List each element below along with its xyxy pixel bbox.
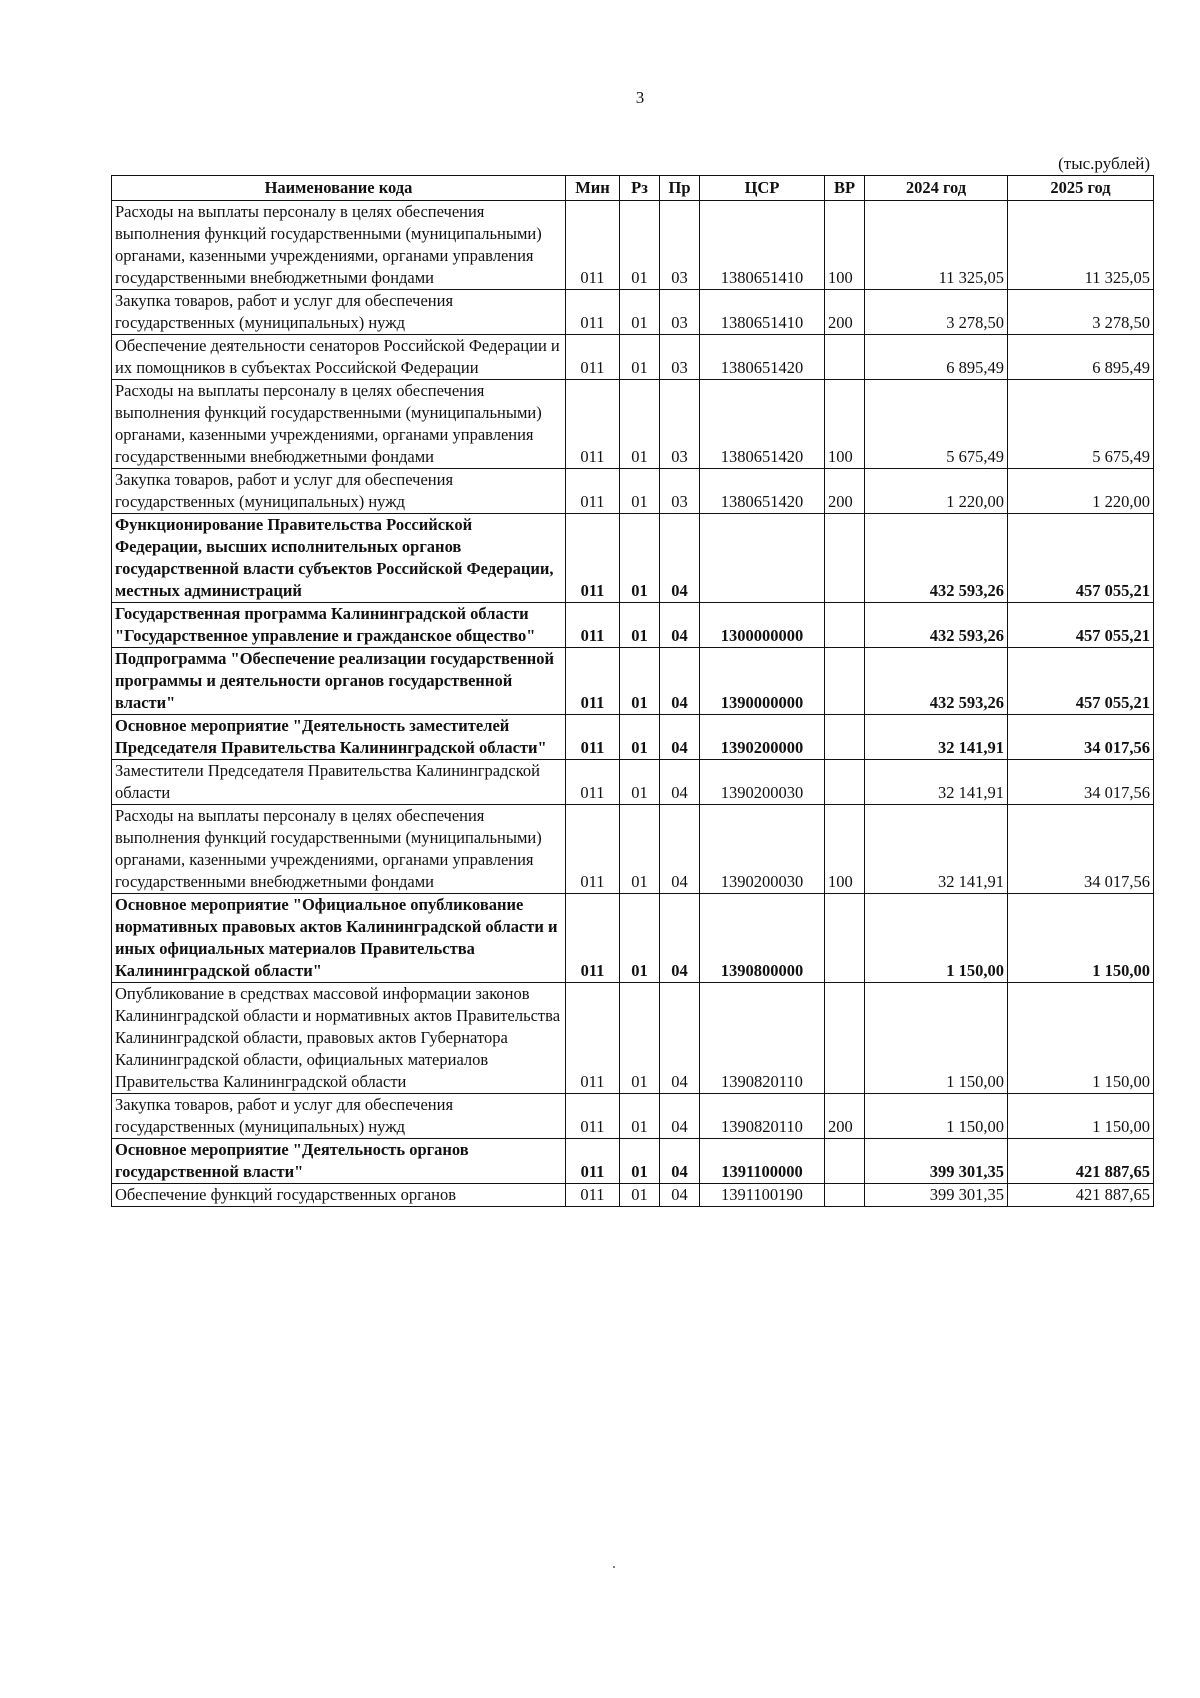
- table-row: [112, 894, 1154, 983]
- cell-2024: 399 301,35: [865, 1139, 1008, 1184]
- table-body: [112, 201, 1154, 1207]
- cell-rz: 01: [620, 715, 660, 760]
- cell-name: Опубликование в средствах массовой информации законов Калининградской области и нормативных актов Правительства Калининградской области, правовых актов Губернатора Калининградской области, официальных материалов Правительства Калининградской области: [112, 983, 566, 1094]
- cell-pr: 04: [660, 603, 700, 648]
- cell-pr: 04: [660, 805, 700, 894]
- header-2024: 2024 год: [865, 176, 1008, 201]
- cell-vr: [825, 894, 865, 983]
- cell-csr: 1391100000: [700, 1139, 825, 1184]
- header-pr: Пр: [660, 176, 700, 201]
- cell-2024: 11 325,05: [865, 201, 1008, 290]
- cell-vr: 100: [825, 805, 865, 894]
- cell-2024: 432 593,26: [865, 648, 1008, 715]
- cell-name: Закупка товаров, работ и услуг для обеспечения государственных (муниципальных) нужд: [112, 290, 566, 335]
- table-row: [112, 335, 1154, 380]
- cell-csr: 1390820110: [700, 983, 825, 1094]
- cell-2025: 5 675,49: [1008, 380, 1154, 469]
- cell-name: Подпрограмма "Обеспечение реализации государственной программы и деятельности органов государственной власти": [112, 648, 566, 715]
- cell-2025: 3 278,50: [1008, 290, 1154, 335]
- page-number: 3: [635, 88, 645, 107]
- cell-2024: 32 141,91: [865, 715, 1008, 760]
- cell-csr: 1390800000: [700, 894, 825, 983]
- cell-2025: 421 887,65: [1008, 1139, 1154, 1184]
- cell-2024: 1 150,00: [865, 894, 1008, 983]
- cell-rz: 01: [620, 1094, 660, 1139]
- cell-csr: 1380651410: [700, 290, 825, 335]
- cell-min: 011: [566, 290, 620, 335]
- cell-name: Закупка товаров, работ и услуг для обеспечения государственных (муниципальных) нужд: [112, 469, 566, 514]
- cell-2024: 1 220,00: [865, 469, 1008, 514]
- cell-vr: [825, 648, 865, 715]
- table-row: [112, 469, 1154, 514]
- cell-rz: 01: [620, 983, 660, 1094]
- header-csr: ЦСР: [700, 176, 825, 201]
- cell-2025: 11 325,05: [1008, 201, 1154, 290]
- cell-2024: 1 150,00: [865, 1094, 1008, 1139]
- cell-min: 011: [566, 983, 620, 1094]
- cell-2024: 5 675,49: [865, 380, 1008, 469]
- cell-rz: 01: [620, 1184, 660, 1207]
- table-row: [112, 201, 1154, 290]
- cell-csr: 1380651410: [700, 201, 825, 290]
- cell-pr: 04: [660, 648, 700, 715]
- table-row: [112, 1184, 1154, 1207]
- header-vr: ВР: [825, 176, 865, 201]
- cell-2024: 32 141,91: [865, 805, 1008, 894]
- cell-min: 011: [566, 715, 620, 760]
- cell-rz: 01: [620, 290, 660, 335]
- cell-pr: 03: [660, 201, 700, 290]
- cell-name: Обеспечение функций государственных органов: [112, 1184, 566, 1207]
- cell-2024: 432 593,26: [865, 603, 1008, 648]
- cell-min: 011: [566, 201, 620, 290]
- cell-min: 011: [566, 603, 620, 648]
- cell-rz: 01: [620, 760, 660, 805]
- table-row: [112, 514, 1154, 603]
- cell-csr: 1390820110: [700, 1094, 825, 1139]
- cell-2024: 1 150,00: [865, 983, 1008, 1094]
- cell-vr: [825, 760, 865, 805]
- table-row: [112, 760, 1154, 805]
- cell-pr: 04: [660, 715, 700, 760]
- cell-rz: 01: [620, 380, 660, 469]
- table-row: [112, 603, 1154, 648]
- scan-dot: [613, 1566, 615, 1568]
- cell-rz: 01: [620, 335, 660, 380]
- cell-2024: 3 278,50: [865, 290, 1008, 335]
- cell-csr: [700, 514, 825, 603]
- cell-csr: 1390200000: [700, 715, 825, 760]
- cell-2025: 457 055,21: [1008, 514, 1154, 603]
- cell-name: Заместители Председателя Правительства Калининградской области: [112, 760, 566, 805]
- cell-vr: [825, 1139, 865, 1184]
- cell-pr: 04: [660, 1094, 700, 1139]
- cell-rz: 01: [620, 603, 660, 648]
- cell-name: Обеспечение деятельности сенаторов Российской Федерации и их помощников в субъектах Российской Федерации: [112, 335, 566, 380]
- cell-2025: 421 887,65: [1008, 1184, 1154, 1207]
- cell-2025: 1 150,00: [1008, 1094, 1154, 1139]
- cell-2025: 457 055,21: [1008, 603, 1154, 648]
- cell-csr: 1390200030: [700, 805, 825, 894]
- cell-rz: 01: [620, 894, 660, 983]
- cell-min: 011: [566, 1184, 620, 1207]
- cell-name: Расходы на выплаты персоналу в целях обеспечения выполнения функций государственными (муниципальными) органами, казенными учреждениями, органами управления государственными внебюджетными фондами: [112, 805, 566, 894]
- cell-vr: 100: [825, 380, 865, 469]
- cell-min: 011: [566, 760, 620, 805]
- cell-rz: 01: [620, 201, 660, 290]
- cell-csr: 1390000000: [700, 648, 825, 715]
- cell-2024: 432 593,26: [865, 514, 1008, 603]
- cell-vr: [825, 514, 865, 603]
- cell-name: Закупка товаров, работ и услуг для обеспечения государственных (муниципальных) нужд: [112, 1094, 566, 1139]
- cell-2025: 6 895,49: [1008, 335, 1154, 380]
- cell-csr: 1300000000: [700, 603, 825, 648]
- cell-name: Основное мероприятие "Деятельность заместителей Председателя Правительства Калининградской области": [112, 715, 566, 760]
- cell-pr: 03: [660, 290, 700, 335]
- cell-vr: 100: [825, 201, 865, 290]
- header-row: [112, 176, 1154, 201]
- cell-vr: [825, 603, 865, 648]
- table-row: [112, 380, 1154, 469]
- cell-rz: 01: [620, 469, 660, 514]
- table-row: [112, 1139, 1154, 1184]
- cell-2025: 457 055,21: [1008, 648, 1154, 715]
- cell-min: 011: [566, 648, 620, 715]
- cell-pr: 04: [660, 1184, 700, 1207]
- units-label: (тыс.рублей): [1058, 154, 1150, 173]
- table-row: [112, 715, 1154, 760]
- cell-pr: 03: [660, 380, 700, 469]
- table-row: [112, 648, 1154, 715]
- cell-rz: 01: [620, 1139, 660, 1184]
- cell-2025: 34 017,56: [1008, 760, 1154, 805]
- cell-2025: 34 017,56: [1008, 805, 1154, 894]
- table-row: [112, 290, 1154, 335]
- cell-min: 011: [566, 335, 620, 380]
- cell-vr: [825, 335, 865, 380]
- cell-min: 011: [566, 1094, 620, 1139]
- header-name: Наименование кода: [112, 176, 566, 201]
- table-row: [112, 805, 1154, 894]
- cell-name: Расходы на выплаты персоналу в целях обеспечения выполнения функций государственными (муниципальными) органами, казенными учреждениями, органами управления государственными внебюджетными фондами: [112, 380, 566, 469]
- cell-vr: 200: [825, 469, 865, 514]
- cell-2025: 1 150,00: [1008, 894, 1154, 983]
- header-rz: Рз: [620, 176, 660, 201]
- header-2025: 2025 год: [1008, 176, 1154, 201]
- cell-vr: 200: [825, 1094, 865, 1139]
- cell-min: 011: [566, 380, 620, 469]
- cell-pr: 04: [660, 983, 700, 1094]
- cell-2025: 1 150,00: [1008, 983, 1154, 1094]
- cell-pr: 04: [660, 1139, 700, 1184]
- cell-min: 011: [566, 1139, 620, 1184]
- cell-pr: 03: [660, 335, 700, 380]
- table-row: [112, 1094, 1154, 1139]
- table-row: [112, 983, 1154, 1094]
- cell-min: 011: [566, 894, 620, 983]
- cell-vr: [825, 983, 865, 1094]
- cell-name: Основное мероприятие "Деятельность органов государственной власти": [112, 1139, 566, 1184]
- cell-csr: 1380651420: [700, 335, 825, 380]
- cell-pr: 04: [660, 894, 700, 983]
- cell-csr: 1391100190: [700, 1184, 825, 1207]
- cell-csr: 1380651420: [700, 380, 825, 469]
- header-min: Мин: [566, 176, 620, 201]
- cell-min: 011: [566, 469, 620, 514]
- cell-vr: 200: [825, 290, 865, 335]
- cell-pr: 03: [660, 469, 700, 514]
- cell-2025: 1 220,00: [1008, 469, 1154, 514]
- cell-pr: 04: [660, 760, 700, 805]
- cell-name: Функционирование Правительства Российской Федерации, высших исполнительных органов государственной власти субъектов Российской Федерации, местных администраций: [112, 514, 566, 603]
- cell-csr: 1390200030: [700, 760, 825, 805]
- cell-name: Расходы на выплаты персоналу в целях обеспечения выполнения функций государственными (муниципальными) органами, казенными учреждениями, органами управления государственными внебюджетными фондами: [112, 201, 566, 290]
- cell-2025: 34 017,56: [1008, 715, 1154, 760]
- cell-pr: 04: [660, 514, 700, 603]
- cell-2024: 32 141,91: [865, 760, 1008, 805]
- budget-table: [111, 175, 1154, 1207]
- cell-min: 011: [566, 514, 620, 603]
- cell-min: 011: [566, 805, 620, 894]
- cell-csr: 1380651420: [700, 469, 825, 514]
- cell-vr: [825, 1184, 865, 1207]
- cell-2024: 6 895,49: [865, 335, 1008, 380]
- cell-rz: 01: [620, 648, 660, 715]
- cell-name: Основное мероприятие "Официальное опубликование нормативных правовых актов Калининградской области и иных официальных материалов Правительства Калининградской области": [112, 894, 566, 983]
- cell-name: Государственная программа Калининградской области "Государственное управление и гражданское общество": [112, 603, 566, 648]
- cell-rz: 01: [620, 514, 660, 603]
- cell-vr: [825, 715, 865, 760]
- cell-2024: 399 301,35: [865, 1184, 1008, 1207]
- cell-rz: 01: [620, 805, 660, 894]
